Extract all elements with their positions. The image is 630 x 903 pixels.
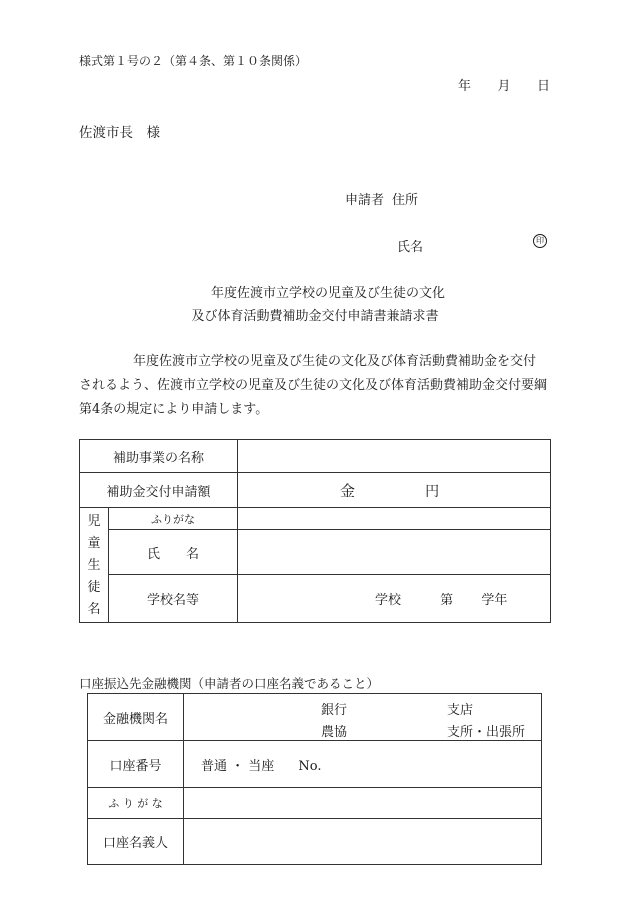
account-holder-field[interactable] [184, 819, 542, 865]
branch-text: 支店 [447, 703, 474, 718]
seal-mark: 印 [533, 234, 547, 248]
applicant-label: 申請者 [345, 193, 385, 208]
school-label: 学校名等 [109, 575, 238, 623]
addressee: 佐渡市長 様 [79, 125, 160, 141]
school-suffix: 学校 [375, 593, 402, 608]
bank-text: 銀行 [321, 703, 348, 718]
student-char-4: 徒 [87, 579, 101, 595]
school-field[interactable] [238, 575, 551, 623]
amount-unit: 円 [425, 483, 440, 500]
bank-furigana-row [88, 788, 542, 819]
date-year: 年 [458, 79, 472, 94]
agri-text: 農協 [321, 725, 348, 740]
project-name-row [80, 440, 551, 473]
amount-field[interactable] [238, 473, 551, 508]
account-holder-row [88, 819, 542, 865]
student-name-vertical-label [80, 508, 109, 623]
form-number: 様式第１号の２（第４条、第１０条関係） [79, 54, 308, 68]
bank-section-title: 口座振込先金融機関（申請者の口座名義であること） [79, 676, 380, 691]
bank-furigana-field[interactable] [184, 788, 542, 819]
institution-field[interactable] [184, 694, 542, 741]
student-char-1: 児 [87, 513, 101, 529]
amount-row [80, 473, 551, 508]
furigana-row [80, 508, 551, 530]
applicant-address-line [345, 189, 418, 208]
project-name-field[interactable] [238, 440, 551, 473]
account-type: 普通 ・ 当座 [201, 758, 275, 774]
account-number-label: 口座番号 [88, 741, 184, 788]
account-no-label: No. [298, 758, 322, 774]
date-day: 日 [536, 79, 550, 94]
bank-table [87, 693, 542, 865]
account-holder-label: 口座名義人 [88, 819, 184, 865]
account-number-field[interactable] [184, 741, 542, 788]
applicant-name-label: 氏名 [397, 240, 424, 255]
address-label: 住所 [392, 193, 419, 208]
body-text-line2: されるよう、佐渡市立学校の児童及び生徒の文化及び体育活動費補助金交付要綱 [79, 378, 548, 393]
grade-suffix: 学年 [481, 593, 508, 608]
furigana-field[interactable] [238, 508, 551, 530]
furigana-label: ふりがな [109, 508, 238, 530]
amount-label: 補助金交付申請額 [80, 473, 238, 508]
document-title-line2: 及び体育活動費補助金交付申請書兼請求書 [191, 309, 439, 324]
bank-furigana-label: ふ り が な [88, 788, 184, 819]
student-name-label: 氏 名 [109, 530, 238, 575]
student-char-3: 生 [87, 557, 101, 573]
account-number-row [88, 741, 542, 788]
student-name-field[interactable] [238, 530, 551, 575]
body-text-line3: 第4条の規定により申請します。 [79, 402, 269, 417]
body-text-line1: 年度佐渡市立学校の児童及び生徒の文化及び体育活動費補助金を交付 [133, 354, 537, 369]
institution-row [88, 694, 542, 741]
amount-prefix: 金 [340, 481, 356, 500]
document-title-line1: 年度佐渡市立学校の児童及び生徒の文化 [210, 286, 445, 301]
application-table [79, 439, 551, 623]
school-row [80, 575, 551, 623]
student-char-2: 童 [87, 535, 101, 551]
date-line [458, 75, 550, 94]
agri-branch-text: 支所・出張所 [447, 725, 526, 740]
date-month: 月 [497, 79, 511, 94]
student-name-row [80, 530, 551, 575]
student-char-5: 名 [87, 601, 101, 617]
institution-label: 金融機関名 [88, 694, 184, 741]
grade-prefix: 第 [440, 593, 454, 608]
project-name-label: 補助事業の名称 [80, 440, 238, 473]
